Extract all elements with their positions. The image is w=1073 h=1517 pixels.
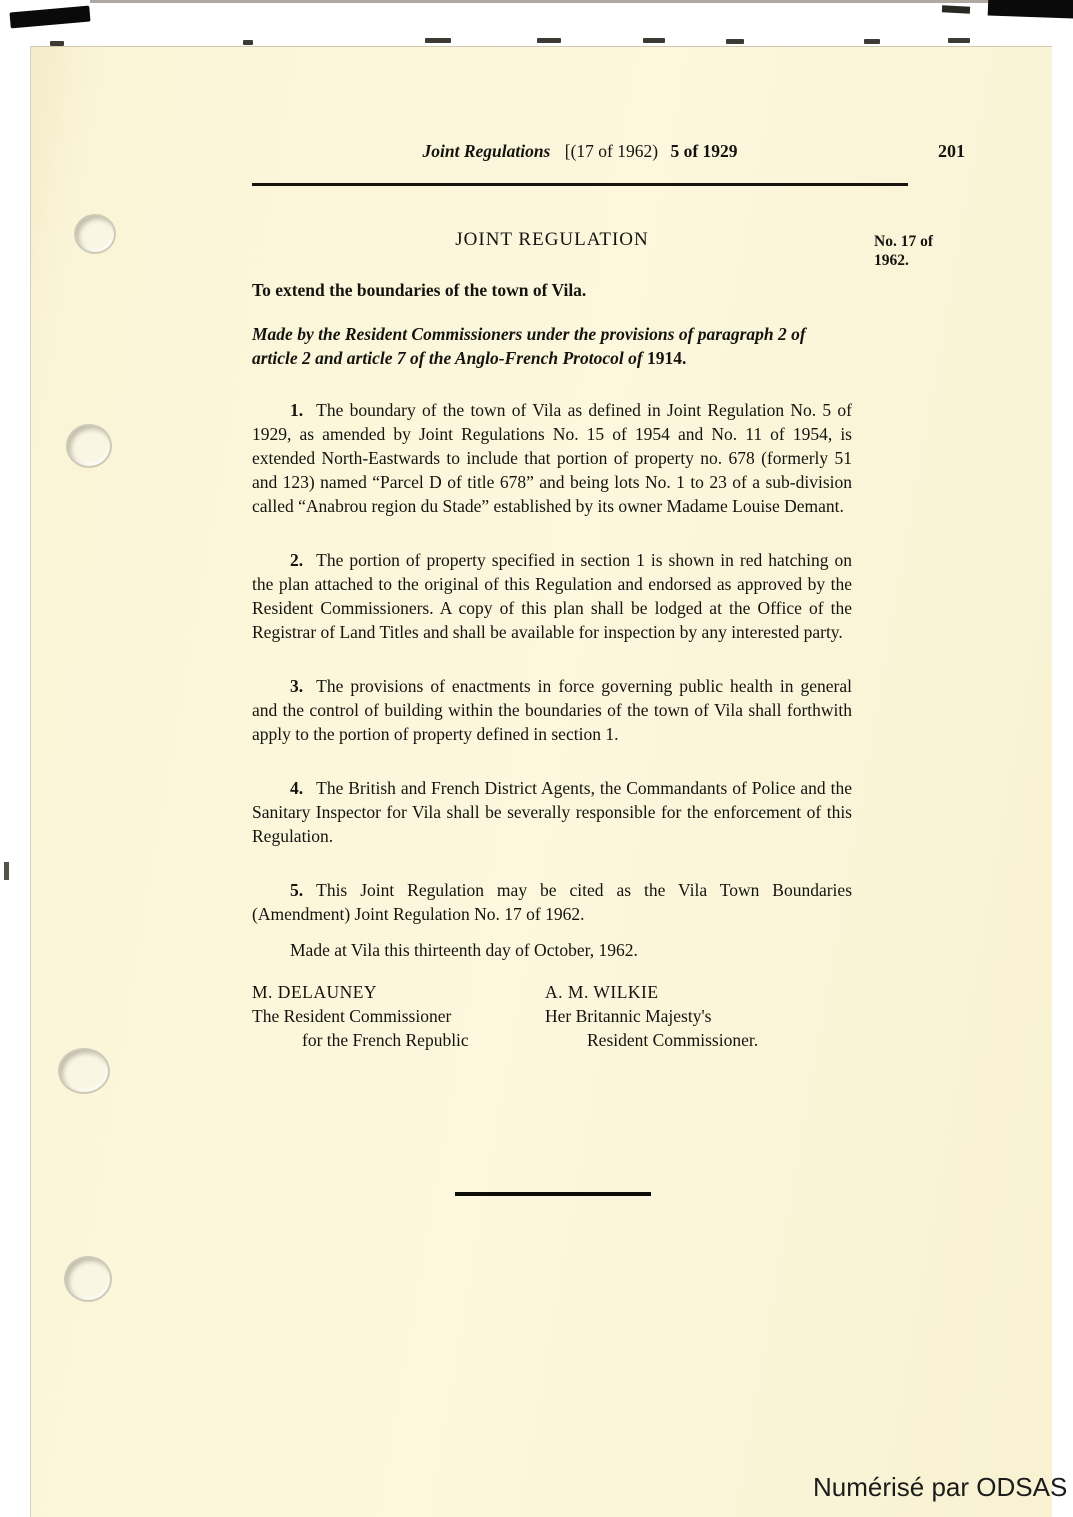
hole-punch <box>74 214 116 254</box>
journal-title: Joint Regulations <box>422 141 551 161</box>
margin-note-line1: No. 17 of <box>874 233 933 250</box>
hole-punch <box>66 424 112 468</box>
preamble <box>252 322 852 370</box>
regulation-title: JOINT REGULATION <box>455 229 649 250</box>
section-text: The provisions of enactments in force governing public health in general and the control of building within the boundaries of the town of Vila shall forthwith apply to the portion of property defined in section 1. <box>252 676 852 744</box>
scan-artifact <box>942 5 970 13</box>
scan-artifact <box>864 39 880 44</box>
section-text: This Joint Regulation may be cited as the Vila Town Boundaries (Amendment) Joint Regulation No. 17 of 1962. <box>252 880 852 924</box>
scan-artifact <box>9 6 90 29</box>
regulation-section-4 <box>252 776 852 848</box>
section-text: The boundary of the town of Vila as defined in Joint Regulation No. 5 of 1929, as amended by Joint Regulations No. 15 of 1954 and No. 11 of 1954, is extended North-Eastwards to include that portion of property no. 678 (formerly 51 and 123) named “Parcel D of title 678” and being lots No. 1 to 23 of a sub-division called “Anabrou region du Stade” established by its owner Madame Louise Demant. <box>252 400 852 516</box>
preamble-year: 1914. <box>647 348 687 368</box>
regulation-section-2 <box>252 548 852 644</box>
scan-artifact <box>537 38 561 43</box>
margin-note-line2: 1962. <box>874 251 909 269</box>
section-number: 2. <box>290 550 304 570</box>
scan-artifact <box>988 0 1073 18</box>
section-number: 1. <box>290 400 304 420</box>
scan-watermark: Numérisé par ODSAS <box>813 1472 1068 1502</box>
signatures <box>252 980 852 1052</box>
section-number: 3. <box>290 676 304 696</box>
preamble-text: Made by the Resident Commissioners under the provisions of paragraph 2 of article 2 and article 7 of the Anglo-French Protocol of <box>252 324 806 368</box>
scan-artifact <box>948 38 970 43</box>
signatory-name: M. DELAUNEY <box>252 982 378 1002</box>
scan-artifact <box>90 0 990 3</box>
header-rule <box>252 183 908 186</box>
section-text: The portion of property specified in section 1 is shown in red hatching on the plan attached to the original of this Regulation and endorsed as approved by the Resident Commissioners. A copy of this plan shall be lodged at the Office of the Registrar of Land Titles and shall be available for inspection by any interested party. <box>252 550 852 642</box>
citation-bold: 5 of 1929 <box>670 141 738 161</box>
section-number: 5. <box>290 880 304 900</box>
citation-prefix: [(17 of 1962) <box>564 141 659 161</box>
hole-punch <box>58 1048 110 1094</box>
regulation-section-1 <box>252 398 852 518</box>
regulation-subject: To extend the boundaries of the town of Vila. <box>252 280 587 300</box>
scan-artifact <box>425 38 451 43</box>
scan-artifact <box>4 862 9 880</box>
signature-british <box>545 980 852 1052</box>
running-header <box>252 141 908 162</box>
scan-artifact <box>726 39 744 44</box>
signature-french <box>252 980 545 1052</box>
margin-note <box>874 233 974 271</box>
section-text: The British and French District Agents, the Commandants of Police and the Sanitary Inspector for Vila shall be severally responsible for the enforcement of this Regulation. <box>252 778 852 846</box>
hole-punch <box>64 1256 112 1302</box>
section-number: 4. <box>290 778 304 798</box>
signatory-role: The Resident Commissioner <box>252 1006 452 1026</box>
signatory-name: A. M. WILKIE <box>545 982 659 1002</box>
document-body <box>252 228 852 1052</box>
scan-artifact <box>643 38 665 43</box>
execution-clause: Made at Vila this thirteenth day of October, 1962. <box>290 940 638 960</box>
end-rule <box>455 1192 651 1196</box>
signatory-role: Her Britannic Majesty's <box>545 1006 712 1026</box>
regulation-section-5 <box>252 878 852 926</box>
signatory-role: Resident Commissioner. <box>587 1030 759 1050</box>
scan-artifact <box>243 40 253 45</box>
regulation-section-3 <box>252 674 852 746</box>
page-number: 201 <box>938 141 965 161</box>
signatory-role: for the French Republic <box>302 1030 469 1050</box>
